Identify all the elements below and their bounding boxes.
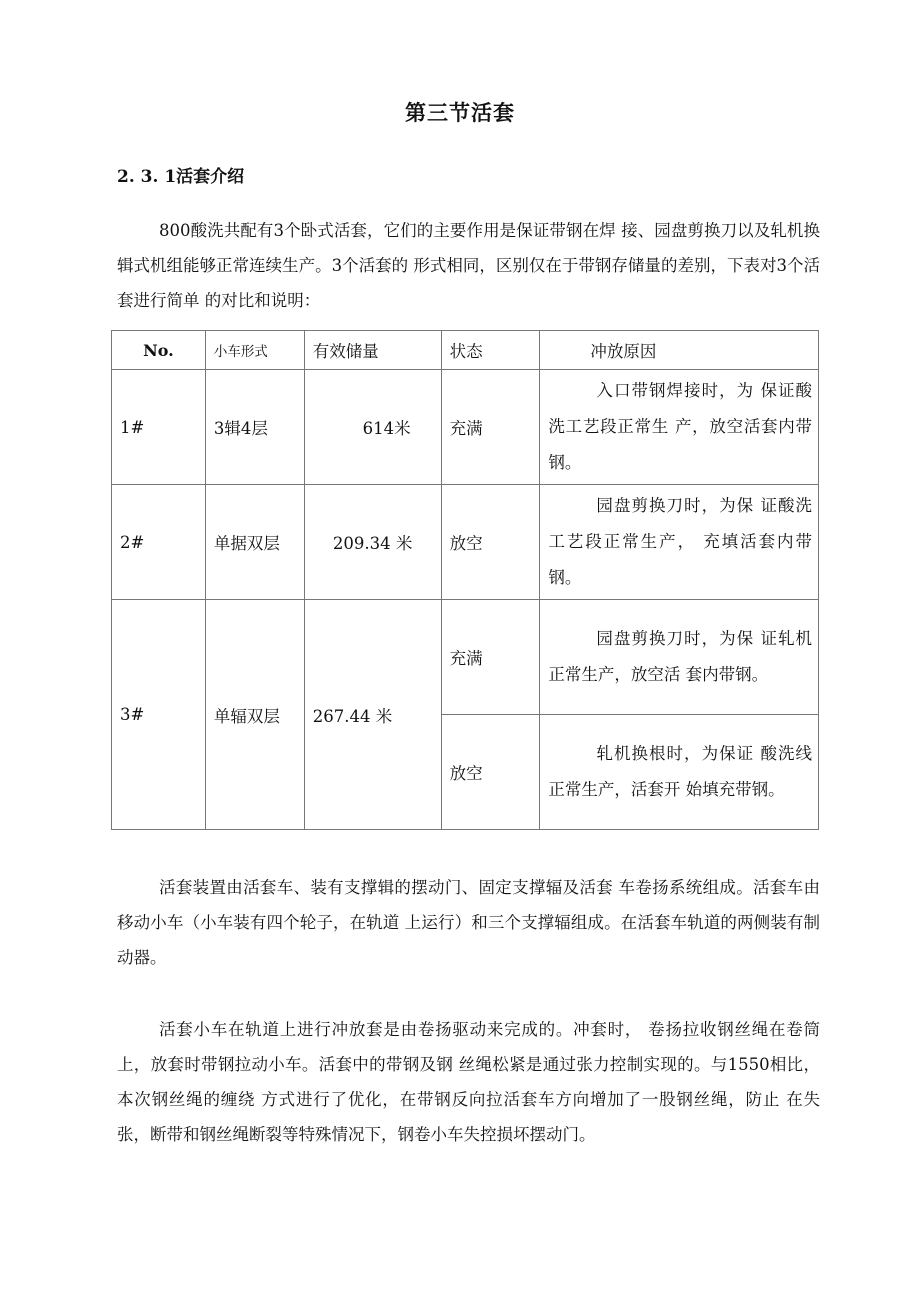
cell-state: 充满	[441, 600, 540, 715]
section-heading: 2. 3. 1活套介绍	[117, 167, 245, 187]
cell-cart-type: 单据双层	[205, 485, 304, 600]
body-paragraph: 活套装置由活套车、装有支撑辑的摆动门、固定支撑辐及活套 车卷扬系统组成。活套车由移动小车（小车装有四个轮子，在轨道 上运行）和三个支撑辐组成。在活套车轨道的两侧装有制动器。	[117, 878, 820, 967]
header-reason: 冲放原因	[540, 331, 819, 370]
cell-no: 1#	[112, 370, 206, 485]
table-header-row	[112, 331, 819, 370]
table-row	[112, 600, 819, 715]
cell-storage: 267.44 米	[304, 600, 441, 830]
cell-no: 2#	[112, 485, 206, 600]
cell-cart-type: 单辐双层	[205, 600, 304, 830]
header-state: 状态	[441, 331, 540, 370]
cell-state: 充满	[441, 370, 540, 485]
cell-cart-type: 3辑4层	[205, 370, 304, 485]
cell-storage: 614米	[304, 370, 441, 485]
cell-no: 3#	[112, 600, 206, 830]
cell-reason: 园盘剪换刀时，为保 证酸洗工艺段正常生产， 充填活套内带钢。	[540, 485, 819, 600]
header-no: No.	[112, 331, 206, 370]
intro-paragraph: 800酸洗共配有3个卧式活套，它们的主要作用是保证带钢在焊 接、园盘剪换刀以及轧机换辑式机组能够正常连续生产。3个活套的 形式相同，区别仅在于带钢存储量的差别，下表对3个活套进行简单 的对比和说明：	[117, 221, 820, 310]
cell-reason: 园盘剪换刀时，为保 证轧机正常生产，放空活 套内带钢。	[540, 600, 819, 715]
header-cart-type: 小车形式	[205, 331, 304, 370]
page-title: 第三节活套	[405, 101, 515, 125]
cell-reason: 入口带钢焊接时，为 保证酸洗工艺段正常生 产，放空活套内带钢。	[540, 370, 819, 485]
loop-comparison-table	[111, 330, 819, 830]
table-row	[112, 485, 819, 600]
body-paragraph: 活套小车在轨道上进行冲放套是由卷扬驱动来完成的。冲套时， 卷扬拉收钢丝绳在卷筒上，放套时带钢拉动小车。活套中的带钢及钢 丝绳松紧是通过张力控制实现的。与1550相比，本次钢丝绳的缠绕 方式进行了优化，在带钢反向拉活套车方向增加了一股钢丝绳，防止 在失张，断带和钢丝绳断裂等特殊情况下，钢卷小车失控损坏摆动门。	[117, 1020, 820, 1144]
cell-reason: 轧机换根时，为保证 酸洗线正常生产，活套开 始填充带钢。	[540, 715, 819, 830]
cell-state: 放空	[441, 715, 540, 830]
cell-storage: 209.34 米	[304, 485, 441, 600]
table-row	[112, 370, 819, 485]
header-effective-storage: 有效储量	[304, 331, 441, 370]
cell-state: 放空	[441, 485, 540, 600]
